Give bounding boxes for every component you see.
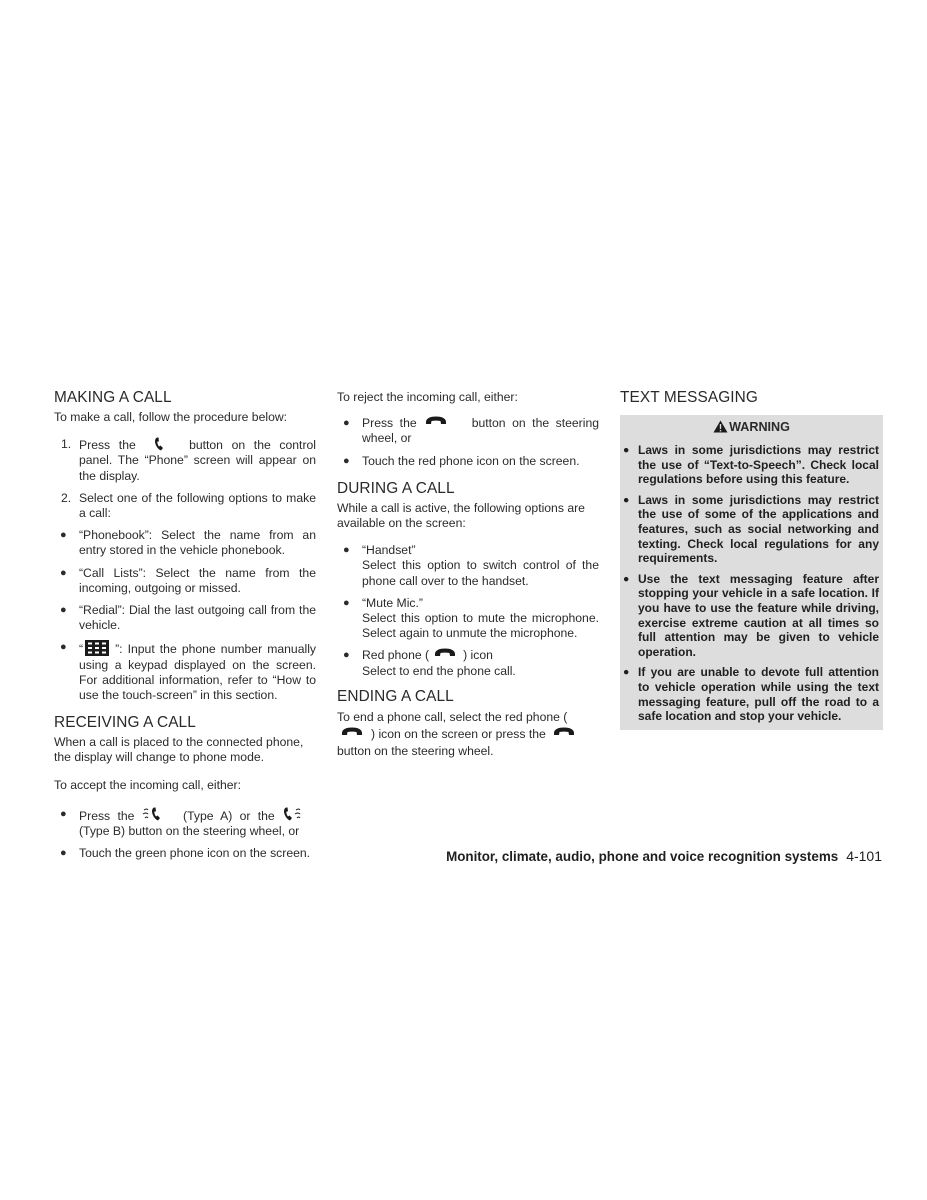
phone-voice-type-a-icon bbox=[142, 807, 168, 822]
column-right bbox=[620, 388, 883, 730]
option-redial bbox=[54, 603, 316, 633]
bullet-icon: ● bbox=[623, 666, 630, 679]
option-red-phone bbox=[337, 648, 599, 678]
ending-call-text bbox=[337, 709, 599, 760]
option-phonebook bbox=[54, 528, 316, 558]
ending-call-text-a: To end a phone call, select the red phone ( bbox=[337, 709, 568, 724]
keypad-icon bbox=[85, 640, 109, 656]
text-messaging-heading: TEXT MESSAGING bbox=[620, 389, 758, 406]
option-call-lists-text: “Call Lists”: Select the name from the incoming, outgoing or missed. bbox=[79, 565, 316, 595]
accept-touch-green bbox=[54, 846, 316, 861]
accept-intro: To accept the incoming call, either: bbox=[54, 777, 241, 792]
reject-press-text-a: Press the bbox=[362, 416, 417, 431]
step-1-number: 1. bbox=[61, 437, 72, 452]
footer-section-title: Monitor, climate, audio, phone and voice recognition systems bbox=[446, 849, 839, 864]
option-redial-text: “Redial”: Dial the last outgoing call from the vehicle. bbox=[79, 603, 316, 633]
making-call-heading: MAKING A CALL bbox=[54, 389, 172, 406]
receiving-call-heading: RECEIVING A CALL bbox=[54, 714, 196, 732]
phone-hangup-icon bbox=[425, 416, 447, 425]
warning-item bbox=[624, 493, 879, 566]
bullet-icon: ● bbox=[343, 544, 350, 557]
option-phonebook-text: “Phonebook”: Select the name from an entry stored in the vehicle phonebook. bbox=[79, 528, 316, 558]
warning-triangle-icon bbox=[713, 420, 728, 437]
option-red-phone-desc: Select to end the phone call. bbox=[362, 663, 516, 678]
bullet-icon: ● bbox=[623, 444, 630, 456]
warning-item-text: Laws in some jurisdictions may restrict the use of “Text-to-Speech”. Check local regulations before using this feature. bbox=[638, 443, 879, 487]
option-keypad-quote-open: “ bbox=[79, 642, 84, 657]
option-handset-title: “Handset” bbox=[362, 543, 416, 558]
option-mute-mic bbox=[337, 596, 599, 642]
phone-hangup-icon bbox=[341, 727, 363, 736]
warning-item-text: Laws in some jurisdictions may restrict the use of some of the applications and features, such as social networking and texting. Check local regulations for any requirements. bbox=[638, 492, 879, 566]
during-call-heading: DURING A CALL bbox=[337, 479, 455, 497]
during-call-intro: While a call is active, the following options are available on the screen: bbox=[337, 500, 585, 531]
warning-item bbox=[624, 665, 879, 723]
bullet-icon: ● bbox=[343, 649, 350, 662]
warning-label: WARNING bbox=[729, 420, 790, 434]
step-1 bbox=[54, 437, 316, 484]
option-call-lists bbox=[54, 566, 316, 596]
making-call-intro: To make a call, follow the procedure below: bbox=[54, 410, 288, 424]
column-left bbox=[54, 388, 316, 868]
ending-call-text-b: ) icon on the screen or press the bbox=[371, 726, 546, 741]
bullet-icon: ● bbox=[60, 604, 67, 617]
option-handset bbox=[337, 543, 599, 589]
warning-item-text: If you are unable to devote full attention to vehicle operation while using the text messaging feature, pull off the road to a safe location and stop your vehicle. bbox=[638, 665, 879, 724]
ending-call-text-c: button on the steering wheel. bbox=[337, 743, 494, 758]
receiving-call-intro: When a call is placed to the connected phone, the display will change to phone mode. bbox=[54, 735, 304, 765]
bullet-icon: ● bbox=[343, 417, 350, 430]
phone-hangup-icon bbox=[553, 727, 575, 736]
accept-press-text-c: (Type B) button on the steering wheel, or bbox=[79, 824, 300, 839]
option-red-phone-text-b: ) icon bbox=[463, 648, 493, 663]
accept-press-button bbox=[54, 807, 316, 839]
bullet-icon: ● bbox=[60, 807, 67, 820]
reject-touch-red-text: Touch the red phone icon on the screen. bbox=[362, 453, 580, 468]
bullet-icon: ● bbox=[343, 596, 350, 609]
step-2-text: Select one of the following options to make a call: bbox=[79, 490, 316, 521]
page-footer bbox=[446, 848, 882, 864]
option-mute-title: “Mute Mic.” bbox=[362, 595, 423, 610]
step-1-text-b: button on the control panel. The “Phone” screen will appear on the display. bbox=[79, 438, 316, 483]
accept-press-text-b: (Type A) or the bbox=[183, 808, 275, 823]
step-2 bbox=[54, 491, 316, 521]
option-keypad-text: ”: Input the phone number manually using a keypad displayed on the screen. For additional information, refer to “How to use the touch-screen” in this section. bbox=[79, 642, 316, 703]
warning-header bbox=[624, 419, 879, 437]
bullet-icon: ● bbox=[60, 641, 67, 654]
phone-voice-type-b-icon bbox=[282, 807, 304, 822]
option-mute-desc: Select this option to mute the microphone. Select again to unmute the microphone. bbox=[362, 611, 599, 641]
option-red-phone-text-a: Red phone ( bbox=[362, 648, 430, 663]
reject-press-text-b: button on the steering wheel, or bbox=[362, 416, 600, 446]
bullet-icon: ● bbox=[60, 529, 67, 542]
option-handset-desc: Select this option to switch control of the phone call over to the handset. bbox=[362, 558, 599, 588]
phone-handset-icon bbox=[154, 437, 166, 451]
bullet-icon: ● bbox=[623, 493, 630, 506]
warning-item-text: Use the text messaging feature after stopping your vehicle in a safe location. If you have to use the feature while driving, exercise extreme caution at all times so full attention may be given to vehicle operation. bbox=[638, 571, 879, 659]
bullet-icon: ● bbox=[60, 847, 67, 860]
phone-hangup-icon bbox=[434, 648, 456, 657]
step-1-text-a: Press the bbox=[79, 438, 136, 453]
reject-touch-red bbox=[337, 454, 599, 469]
option-keypad bbox=[54, 640, 316, 703]
warning-item bbox=[624, 572, 879, 660]
bullet-icon: ● bbox=[60, 566, 67, 579]
warning-item bbox=[624, 443, 879, 487]
bullet-icon: ● bbox=[343, 454, 350, 467]
reject-press-button bbox=[337, 416, 599, 446]
accept-press-text-a: Press the bbox=[79, 808, 135, 823]
reject-intro: To reject the incoming call, either: bbox=[337, 390, 518, 404]
accept-touch-green-text: Touch the green phone icon on the screen. bbox=[79, 846, 311, 861]
ending-call-heading: ENDING A CALL bbox=[337, 687, 454, 705]
page-number: 4-101 bbox=[846, 848, 882, 864]
warning-box bbox=[620, 415, 883, 730]
column-middle bbox=[337, 388, 599, 767]
step-2-number: 2. bbox=[61, 490, 72, 505]
bullet-icon: ● bbox=[623, 572, 630, 585]
